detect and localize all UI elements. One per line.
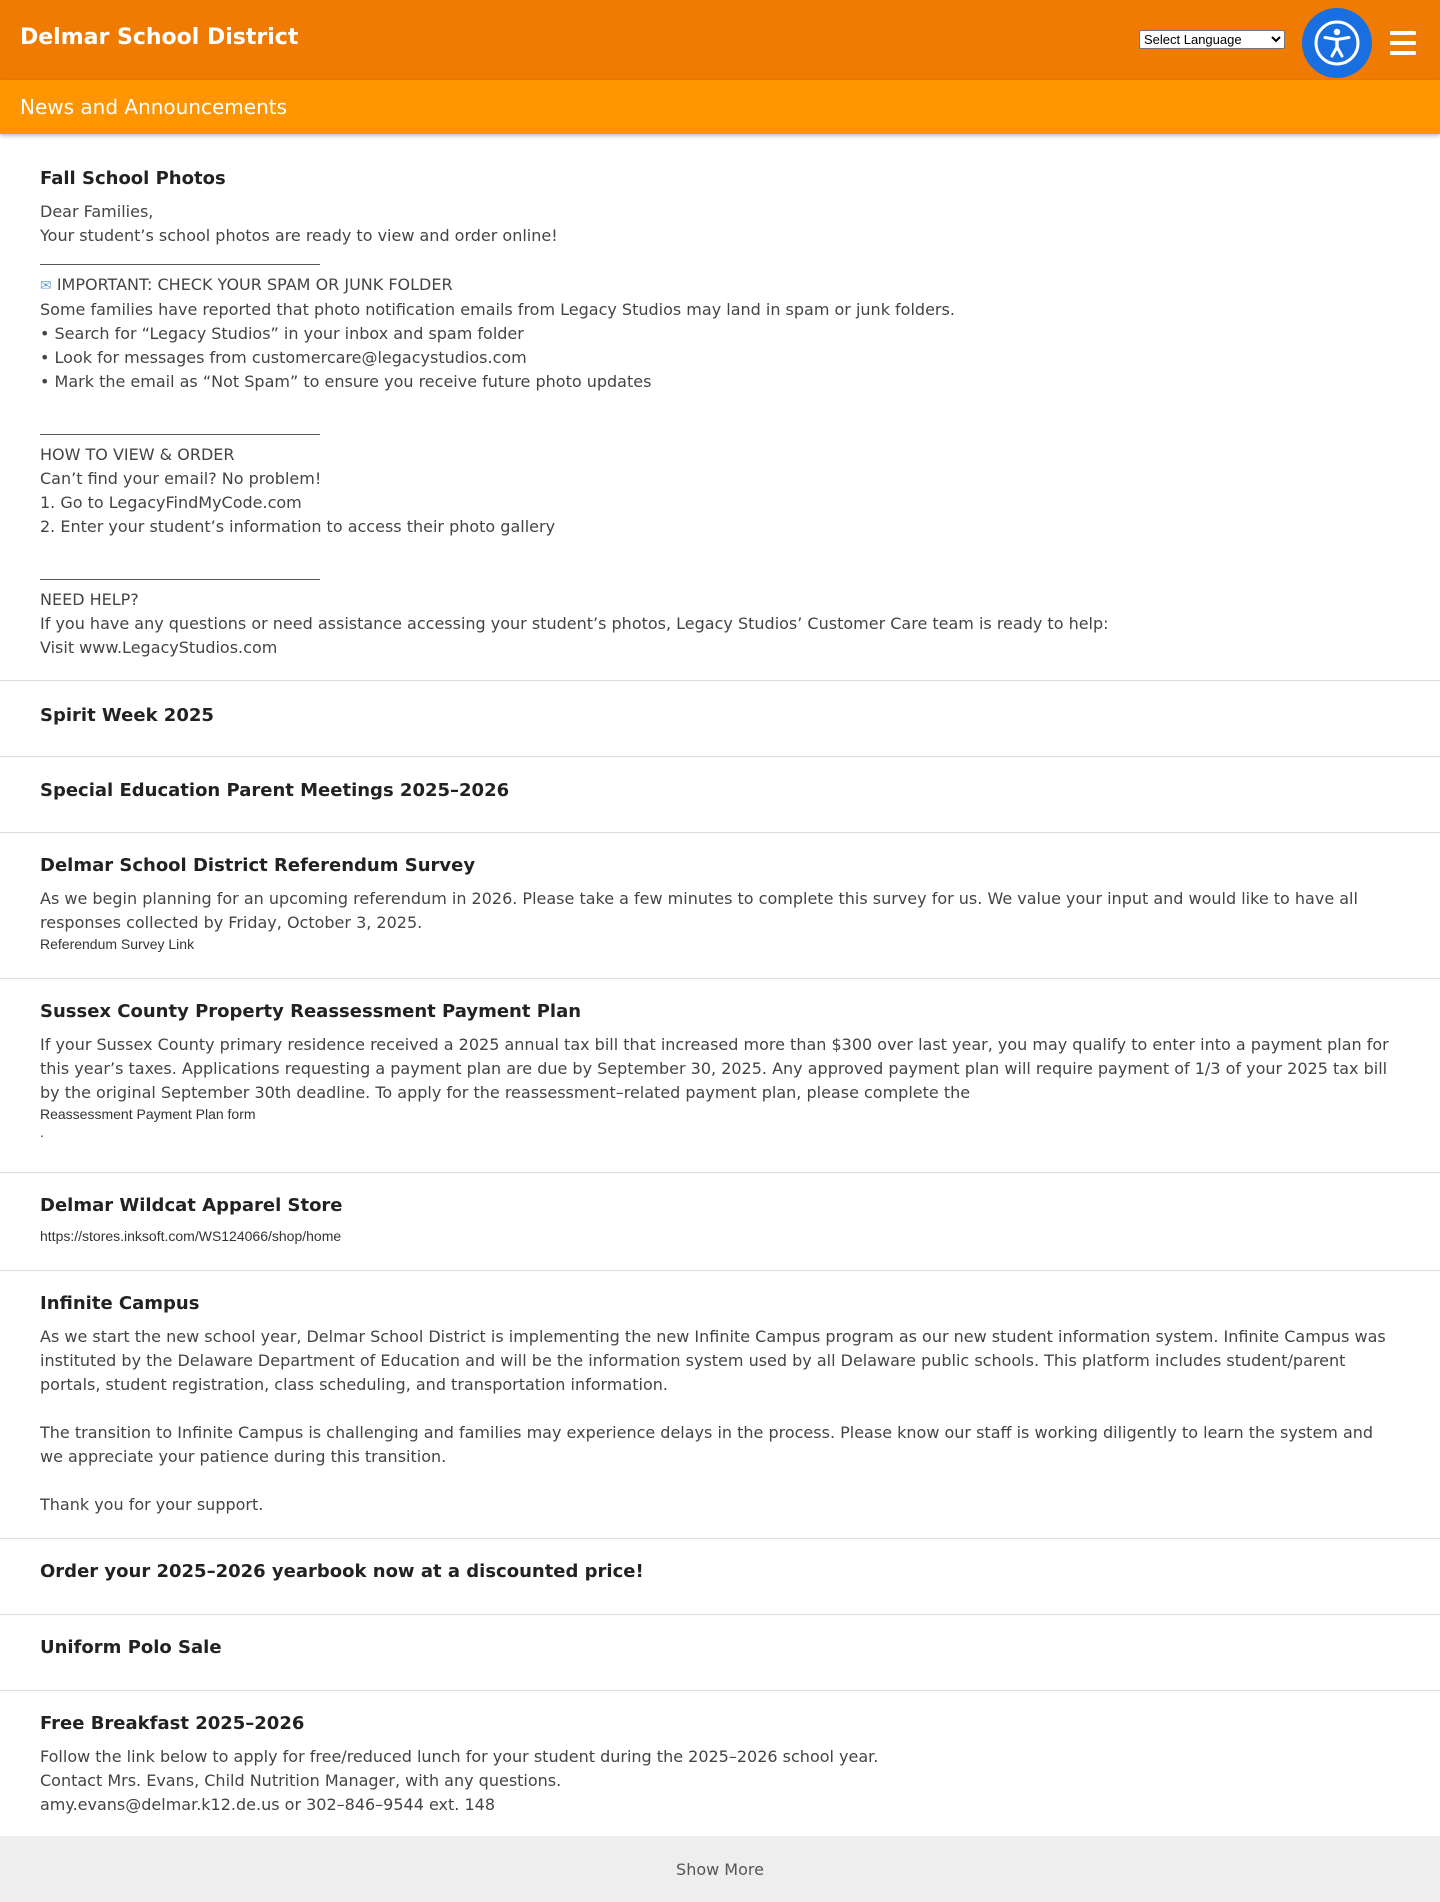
news-item-title[interactable]: Spirit Week 2025 bbox=[40, 705, 214, 726]
envelope-icon: ✉ bbox=[40, 278, 52, 294]
body-paragraph: amy.evans@delmar.k12.de.us or 302–846–9544 ext. 148 bbox=[40, 1795, 495, 1814]
reassessment-form-link[interactable]: Reassessment Payment Plan form bbox=[40, 1106, 256, 1122]
body-paragraph: • Look for messages from customercare@legacystudios.com bbox=[40, 348, 527, 367]
body-paragraph: Thank you for your support. bbox=[40, 1495, 264, 1514]
news-item-body bbox=[40, 1033, 1400, 1141]
hamburger-menu-icon bbox=[1390, 51, 1416, 55]
language-select[interactable] bbox=[1139, 30, 1285, 49]
body-paragraph: Your student’s school photos are ready to view and order online! bbox=[40, 226, 558, 245]
news-item-title[interactable]: Delmar Wildcat Apparel Store bbox=[40, 1195, 343, 1216]
body-paragraph: If your Sussex County primary residence received a 2025 annual tax bill that increased more than $300 over last year, you may qualify to enter into a payment plan for this year’s taxes. Applications requesting a payment plan are due by September 30, 2025. Any approved payment plan will require payment of 1/3 of your 2025 tax bill by the original September 30th deadline. To apply for the reassessment–related payment plan, please complete the bbox=[40, 1035, 1389, 1102]
body-paragraph: As we start the new school year, Delmar School District is implementing the new Infinite Campus program as our new student information system. Infinite Campus was instituted by the Delaware Department of Education and will be the information system used by all Delaware public schools. This platform includes student/parent portals, student registration, class scheduling, and transportation information. bbox=[40, 1327, 1386, 1394]
news-item-body bbox=[40, 1325, 1400, 1517]
accessibility-button[interactable] bbox=[1302, 8, 1372, 78]
body-paragraph bbox=[40, 273, 1400, 298]
news-item-body bbox=[40, 887, 1400, 953]
body-paragraph: Some families have reported that photo notification emails from Legacy Studios may land in spam or junk folders. bbox=[40, 300, 955, 319]
body-paragraph: The transition to Infinite Campus is challenging and families may experience delays in the process. Please know our staff is working diligently to learn the system and we appreciate your patience during this transition. bbox=[40, 1423, 1374, 1466]
body-paragraph: • Search for “Legacy Studios” in your inbox and spam folder bbox=[40, 324, 524, 343]
news-item-apparel bbox=[0, 1173, 1440, 1271]
body-paragraph: Follow the link below to apply for free/reduced lunch for your student during the 2025–2026 school year. bbox=[40, 1747, 879, 1766]
spam-warning-heading: IMPORTANT: CHECK YOUR SPAM OR JUNK FOLDER bbox=[56, 275, 453, 294]
news-item-title[interactable]: Special Education Parent Meetings 2025–2026 bbox=[40, 780, 510, 801]
trailing-period: . bbox=[40, 1124, 44, 1140]
news-item-free-breakfast bbox=[0, 1691, 1440, 1837]
news-item-title[interactable]: Free Breakfast 2025–2026 bbox=[40, 1713, 305, 1734]
news-item-title[interactable]: Order your 2025–2026 yearbook now at a discounted price! bbox=[40, 1561, 644, 1582]
body-paragraph: NEED HELP? bbox=[40, 590, 139, 609]
body-paragraph: As we begin planning for an upcoming referendum in 2026. Please take a few minutes to complete this survey for us. We value your input and would like to have all responses collected by Friday, October 3, 2025. bbox=[40, 889, 1358, 932]
apparel-store-link[interactable]: https://stores.inksoft.com/WS124066/shop/home bbox=[40, 1228, 342, 1244]
body-paragraph: 1. Go to LegacyFindMyCode.com bbox=[40, 493, 302, 512]
section-header bbox=[0, 80, 1440, 134]
body-paragraph: Visit www.LegacyStudios.com bbox=[40, 638, 278, 657]
news-item-sped-meetings bbox=[0, 757, 1440, 833]
news-item-yearbook bbox=[0, 1539, 1440, 1615]
hamburger-menu-icon bbox=[1390, 41, 1416, 45]
news-item-title[interactable]: Delmar School District Referendum Survey bbox=[40, 855, 476, 876]
news-item-body bbox=[40, 1745, 1400, 1817]
news-item-spirit-week bbox=[0, 681, 1440, 757]
body-paragraph: Dear Families, bbox=[40, 202, 154, 221]
referendum-survey-link[interactable]: Referendum Survey Link bbox=[40, 936, 195, 952]
body-paragraph: If you have any questions or need assistance accessing your student’s photos, Legacy Studios’ Customer Care team is ready to help: bbox=[40, 614, 1109, 633]
news-item-body bbox=[40, 200, 1400, 660]
news-item-title[interactable]: Infinite Campus bbox=[40, 1293, 200, 1314]
site-title[interactable]: Delmar School District bbox=[20, 25, 299, 50]
body-paragraph: 2. Enter your student’s information to access their photo gallery bbox=[40, 517, 556, 536]
section-title: News and Announcements bbox=[20, 95, 288, 119]
show-more-button[interactable]: Show More bbox=[0, 1836, 1440, 1902]
site-header bbox=[0, 0, 1440, 80]
news-item-referendum bbox=[0, 833, 1440, 979]
body-paragraph: Contact Mrs. Evans, Child Nutrition Manager, with any questions. bbox=[40, 1771, 562, 1790]
body-paragraph: Can’t find your email? No problem! bbox=[40, 469, 322, 488]
news-item-polo-sale bbox=[0, 1615, 1440, 1691]
news-item-title[interactable]: Fall School Photos bbox=[40, 168, 226, 189]
news-item-infinite-campus bbox=[0, 1271, 1440, 1539]
accessibility-icon bbox=[1312, 18, 1362, 68]
news-item-title[interactable]: Sussex County Property Reassessment Payment Plan bbox=[40, 1001, 582, 1022]
hamburger-menu-icon bbox=[1390, 31, 1416, 35]
news-item-body bbox=[40, 1227, 1400, 1245]
news-list bbox=[0, 134, 1440, 1837]
body-paragraph: • Mark the email as “Not Spam” to ensure you receive future photo updates bbox=[40, 372, 652, 391]
news-item-reassessment bbox=[0, 979, 1440, 1173]
body-paragraph: HOW TO VIEW & ORDER bbox=[40, 445, 235, 464]
news-item-title[interactable]: Uniform Polo Sale bbox=[40, 1637, 222, 1658]
news-item-fall-photos bbox=[0, 134, 1440, 681]
hamburger-menu-button[interactable] bbox=[1390, 31, 1416, 55]
